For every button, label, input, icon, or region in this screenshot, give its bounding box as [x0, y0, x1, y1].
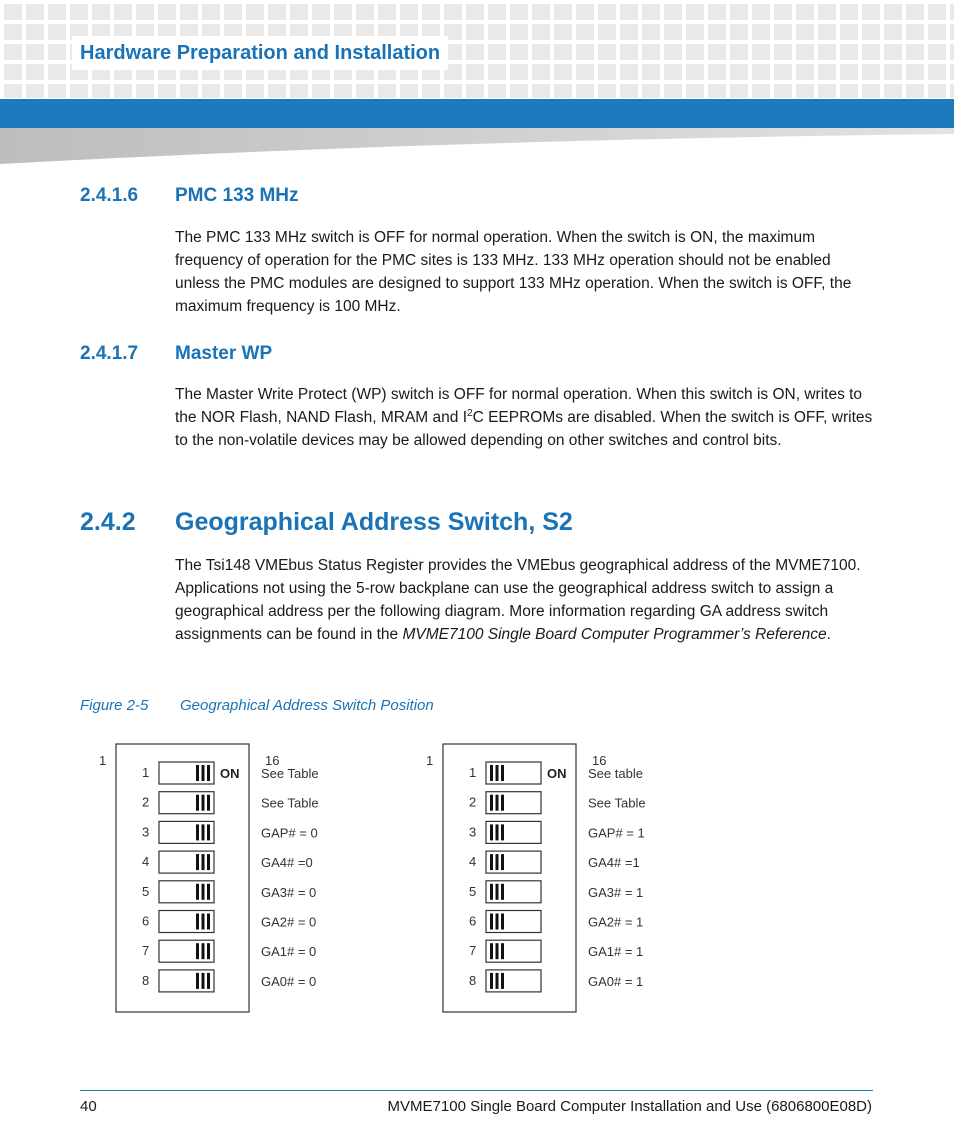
- switch-knob-bar: [196, 854, 199, 870]
- switch-knob-bar: [501, 854, 504, 870]
- switch-row-label: See Table: [261, 795, 319, 811]
- switch-number: 3: [142, 824, 150, 840]
- switch-knob-bar: [207, 884, 210, 900]
- switch-number: 2: [142, 794, 150, 810]
- switch-knob-bar: [490, 973, 493, 989]
- switch-row-label: GA0# = 1: [588, 973, 644, 989]
- switch-knob-bar: [490, 854, 493, 870]
- switch-knob-bar: [202, 795, 205, 811]
- switch-knob-bar: [207, 824, 210, 840]
- header-blue-bar: [0, 99, 954, 128]
- section-heading-master-wp: [80, 343, 272, 365]
- switch-panel-right: [426, 744, 646, 1012]
- switch-knob-bar: [202, 765, 205, 781]
- switch-slot: [486, 881, 541, 903]
- switch-knob-bar: [202, 854, 205, 870]
- switch-row-label: See Table: [261, 766, 319, 781]
- switch-knob-bar: [490, 914, 493, 930]
- switch-number: 1: [142, 765, 150, 780]
- geographical-address-switch-diagram: [95, 740, 695, 1020]
- corner-label-end: 16: [592, 753, 607, 768]
- switch-slot: [159, 970, 214, 992]
- switch-slot: [159, 881, 214, 903]
- section-title: Master WP: [175, 343, 273, 364]
- paragraph-pmc133: [175, 226, 875, 318]
- switch-knob-bar: [202, 914, 205, 930]
- figure-title: Geographical Address Switch Position: [180, 697, 434, 714]
- switch-knob-bar: [207, 914, 210, 930]
- switch-knob-bar: [207, 854, 210, 870]
- switch-row-label: GA3# = 1: [588, 884, 644, 900]
- switch-slot: [159, 940, 214, 962]
- switch-number: 8: [142, 972, 150, 988]
- switch-row-label: See Table: [588, 795, 646, 811]
- switch-panel-left: [99, 744, 319, 1012]
- switch-knob-bar: [196, 884, 199, 900]
- switch-knob-bar: [496, 854, 499, 870]
- paragraph-text: The PMC 133 MHz switch is OFF for normal operation. When the switch is ON, the maximum frequency of operation for the PMC sites is 133 MHz. 133 MHz operation should not be enabled unless the PMC modules are designed to support 133 MHz operation. When the switch is OFF, the maximum frequency is 100 MHz.: [175, 229, 852, 315]
- switch-knob-bar: [207, 943, 210, 959]
- switch-knob-bar: [202, 824, 205, 840]
- switch-row-label: GA1# = 1: [588, 944, 644, 960]
- paragraph-text: The Master Write Protect (WP) switch is OFF for normal operation. When this switch is ON, writes to the NOR Flash, NAND Flash, MRAM and I: [175, 386, 863, 426]
- switch-knob-bar: [501, 943, 504, 959]
- switch-slot: [486, 792, 541, 814]
- switch-number: 6: [469, 913, 477, 929]
- running-header-title: Hardware Preparation and Installation: [72, 36, 448, 70]
- paragraph-text: .: [826, 626, 831, 643]
- switch-knob-bar: [202, 943, 205, 959]
- switch-knob-bar: [501, 973, 504, 989]
- section-title: PMC 133 MHz: [175, 185, 299, 206]
- switch-row-label: GA0# = 0: [261, 973, 317, 989]
- on-label: ON: [547, 766, 567, 781]
- switch-knob-bar: [490, 765, 493, 781]
- switch-knob-bar: [501, 795, 504, 811]
- switch-row-label: GAP# = 0: [261, 825, 318, 841]
- switch-knob-bar: [496, 973, 499, 989]
- switch-number: 1: [469, 765, 477, 780]
- switch-knob-bar: [490, 943, 493, 959]
- switch-number: 5: [142, 883, 150, 899]
- switch-row-label: GA2# = 1: [588, 914, 644, 930]
- switch-knob-bar: [501, 765, 504, 781]
- switch-slot: [159, 851, 214, 873]
- section-number: 2.4.1.6: [80, 185, 139, 206]
- switch-knob-bar: [196, 765, 199, 781]
- switch-row-label: GA3# = 0: [261, 884, 317, 900]
- switch-knob-bar: [202, 884, 205, 900]
- switch-slot: [486, 762, 541, 784]
- switch-knob-bar: [501, 884, 504, 900]
- switch-slot: [486, 821, 541, 843]
- switch-slot: [159, 911, 214, 933]
- switch-slot: [486, 940, 541, 962]
- switch-slot: [486, 851, 541, 873]
- paragraph-ga-switch: [175, 554, 875, 646]
- figure-caption: [80, 697, 434, 714]
- header-grey-swoosh: [0, 128, 954, 166]
- reference-title: MVME7100 Single Board Computer Programmer’s Reference: [402, 626, 827, 643]
- switch-row-label: GA2# = 0: [261, 914, 317, 930]
- corner-label-end: 16: [265, 753, 280, 768]
- corner-label-start: 1: [426, 753, 434, 768]
- switch-number: 8: [469, 972, 477, 988]
- paragraph-master-wp: [175, 383, 875, 452]
- switch-slot: [486, 970, 541, 992]
- switch-knob-bar: [207, 795, 210, 811]
- switch-number: 2: [469, 794, 477, 810]
- switch-slot: [159, 821, 214, 843]
- switch-knob-bar: [196, 943, 199, 959]
- switch-knob-bar: [490, 884, 493, 900]
- switch-slot: [486, 911, 541, 933]
- section-number: 2.4.2: [80, 508, 136, 536]
- switch-knob-bar: [196, 795, 199, 811]
- switch-knob-bar: [496, 914, 499, 930]
- switch-knob-bar: [196, 824, 199, 840]
- section-title: Geographical Address Switch, S2: [175, 508, 573, 536]
- switch-row-label: GAP# = 1: [588, 825, 645, 841]
- switch-slot: [159, 762, 214, 784]
- paragraph-text: C EEPROMs are disabled. When the switch is OFF, writes to the non-volatile devices may be allowed depending on other switches and control bits.: [175, 409, 873, 449]
- superscript: 2: [467, 408, 473, 419]
- footer-document-title: MVME7100 Single Board Computer Installation and Use (6806800E08D): [387, 1098, 872, 1115]
- switch-row-label: GA1# = 0: [261, 944, 317, 960]
- switch-knob-bar: [490, 824, 493, 840]
- section-heading-pmc133: [80, 185, 299, 207]
- paragraph-text: The Tsi148 VMEbus Status Register provides the VMEbus geographical address of the MVME7100. Applications not using the 5-row backplane can use the geographical address switch to assign a geographical address per the following diagram. More information regarding GA address switch assignments can be found in the: [175, 557, 861, 643]
- switch-number: 7: [142, 943, 150, 959]
- switch-number: 3: [469, 824, 477, 840]
- switch-knob-bar: [202, 973, 205, 989]
- switch-number: 4: [469, 854, 477, 870]
- figure-number: Figure 2-5: [80, 697, 149, 714]
- on-label: ON: [220, 766, 240, 781]
- switch-knob-bar: [496, 765, 499, 781]
- section-number: 2.4.1.7: [80, 343, 139, 364]
- corner-label-start: 1: [99, 753, 107, 768]
- switch-knob-bar: [496, 824, 499, 840]
- switch-knob-bar: [501, 914, 504, 930]
- switch-row-label: GA4# =0: [261, 855, 313, 871]
- switch-knob-bar: [496, 943, 499, 959]
- switch-row-label: See table: [588, 766, 643, 781]
- switch-knob-bar: [207, 765, 210, 781]
- switch-row-label: GA4# =1: [588, 855, 640, 871]
- switch-knob-bar: [496, 884, 499, 900]
- section-heading-ga-switch: [80, 508, 573, 537]
- page-number: 40: [80, 1098, 97, 1115]
- switch-number: 4: [142, 854, 150, 870]
- switch-knob-bar: [501, 824, 504, 840]
- switch-knob-bar: [490, 795, 493, 811]
- switch-number: 7: [469, 943, 477, 959]
- switch-knob-bar: [207, 973, 210, 989]
- switch-knob-bar: [196, 914, 199, 930]
- switch-number: 6: [142, 913, 150, 929]
- switch-slot: [159, 792, 214, 814]
- switch-knob-bar: [196, 973, 199, 989]
- footer-rule: [80, 1090, 873, 1091]
- switch-number: 5: [469, 883, 477, 899]
- switch-knob-bar: [496, 795, 499, 811]
